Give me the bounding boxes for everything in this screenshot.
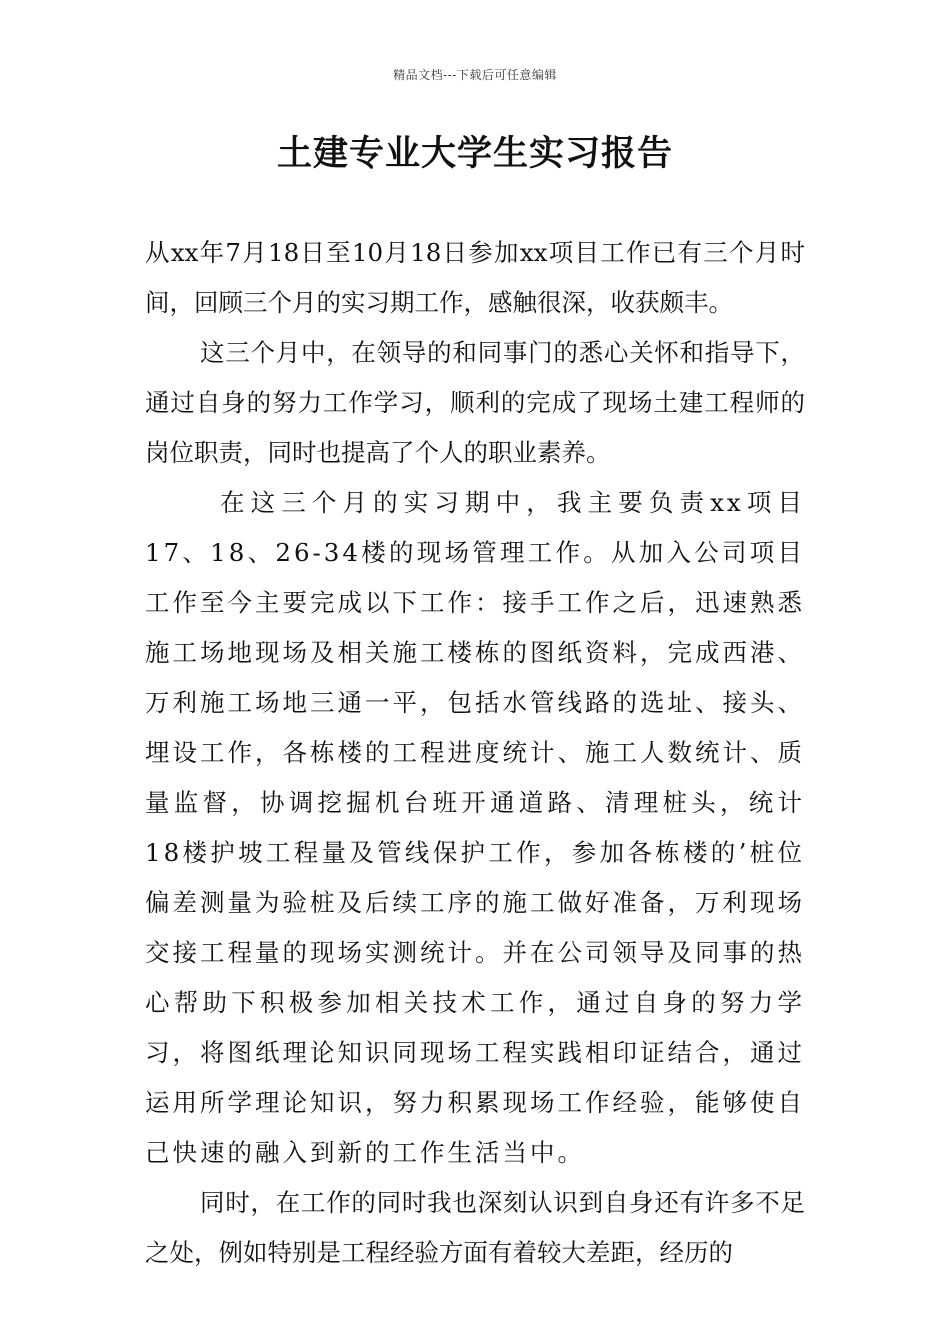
paragraph-guidance: 这三个月中，在领导的和同事门的悉心关怀和指导下，通过自身的努力工作学习，顺利的完成了现场土建工程师的岗位职责，同时也提高了个人的职业素养。 <box>145 338 805 467</box>
header-note: 精品文档---下载后可任意编辑 <box>393 68 557 82</box>
document-body <box>145 228 805 1278</box>
document-title: 土建专业大学生实习报告 <box>276 134 673 174</box>
paragraph-reflection: 同时，在工作的同时我也深刻认识到自身还有许多不足之处，例如特别是工程经验方面有着较大差距，经历的 <box>145 1188 805 1267</box>
paragraph-duties: 在这三个月的实习期中，我主要负责xx项目17、18、26-34楼的现场管理工作。从加入公司项目工作至今主要完成以下工作：接手工作之后，迅速熟悉施工场地现场及相关施工楼栋的图纸资料，完成西港、万利施工场地三通一平，包括水管线路的选址、接头、埋设工作，各栋楼的工程进度统计、施工人数统计、质量监督，协调挖掘机台班开通道路、清理桩头，统计18楼护坡工程量及管线保护工作，参加各栋楼的’桩位偏差测量为验桩及后续工序的施工做好准备，万利现场交接工程量的现场实测统计。并在公司领导及同事的热心帮助下积极参加相关技术工作，通过自身的努力学习，将图纸理论知识同现场工程实践相印证结合，通过运用所学理论知识，努力积累现场工作经验，能够使自己快速的融入到新的工作生活当中。 <box>145 488 805 1167</box>
paragraph-intro: 从xx年7月18日至10月18日参加xx项目工作已有三个月时间，回顾三个月的实习期工作，感触很深，收获颇丰。 <box>145 238 805 317</box>
